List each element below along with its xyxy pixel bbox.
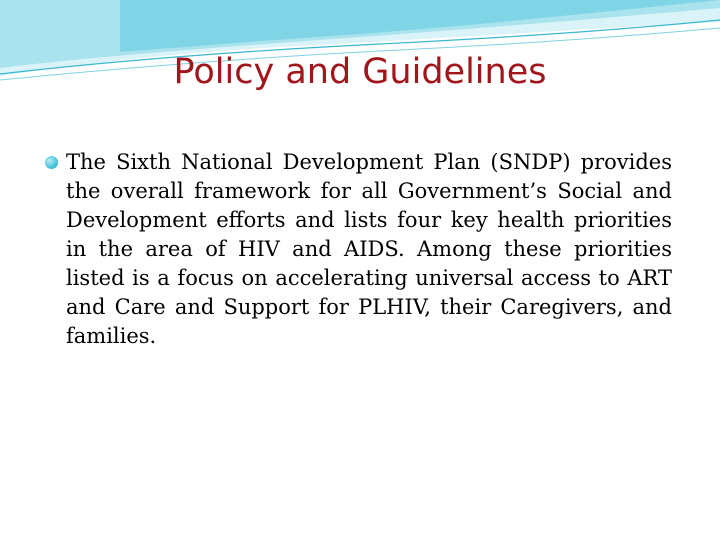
slide-title: Policy and Guidelines xyxy=(173,52,547,92)
bullet-item xyxy=(42,148,672,351)
bullet-text: The Sixth National Development Plan (SNDP) provides the overall framework for all Government’s Social and Development efforts and lists four key health priorities in the area of HIV and AIDS. Among these priorities listed is a focus on accelerating universal access to ART and Care and Support for PLHIV, their Caregivers, and families. xyxy=(66,150,672,348)
bullet-dot-icon xyxy=(45,156,58,169)
bullet-list xyxy=(42,148,672,351)
